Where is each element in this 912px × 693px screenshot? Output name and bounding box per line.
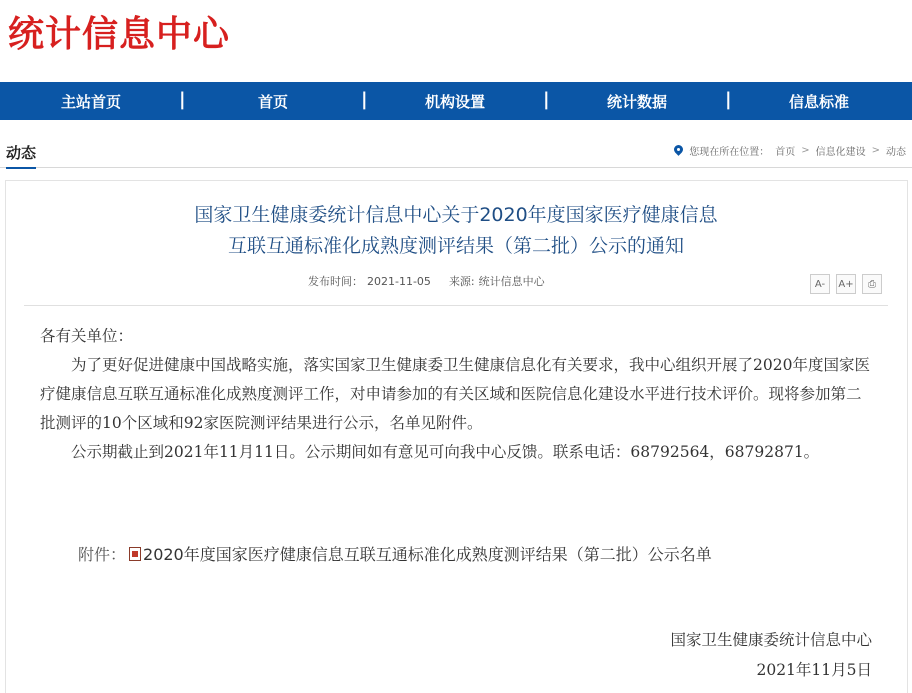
- article-title-line1: 国家卫生健康委统计信息中心关于2020年度国家医疗健康信息: [194, 204, 718, 226]
- article-title-line2: 互联互通标准化成熟度测评结果（第二批）公示的通知: [227, 235, 684, 257]
- breadcrumb-link-home[interactable]: 首页: [775, 147, 796, 158]
- main-nav: 主站首页 | 首页 | 机构设置 | 统计数据 | 信息标准: [0, 82, 912, 120]
- paragraph-1: 为了更好促进健康中国战略实施，落实国家卫生健康委卫生健康信息化有关要求，我中心组织开展了2020年度国家医疗健康信息互联互通标准化成熟度测评工作，对申请参加的有关区域和医院信息化建设水平进行技术评价。现将参加第二批测评的10个区域和92家医院测评结果进行公示，名单见附件。: [40, 356, 870, 432]
- location-pin-icon: [674, 145, 683, 157]
- attachment-label: 附件：: [78, 545, 127, 564]
- breadcrumb-link-informatization[interactable]: 信息化建设: [815, 147, 866, 158]
- breadcrumb-current[interactable]: 动态: [886, 147, 906, 158]
- nav-item-organization[interactable]: 机构设置: [424, 92, 485, 111]
- article-title: [0, 200, 912, 262]
- breadcrumb: [674, 143, 906, 158]
- publish-date: 2021-11-05: [367, 275, 431, 288]
- salutation: 各有关单位：: [40, 327, 134, 345]
- signature-date: 2021年11月5日: [756, 661, 872, 679]
- breadcrumb-arrow: >: [871, 145, 880, 156]
- paragraph-2: 公示期截止到2021年11月11日。公示期间如有意见可向我中心反馈。联系电话：68792564，68792871。: [71, 443, 820, 461]
- signature: [670, 625, 872, 685]
- section-label: 动态: [6, 142, 36, 169]
- font-decrease-button[interactable]: A-: [810, 274, 830, 294]
- source-label: 来源:: [448, 275, 475, 288]
- file-icon: [129, 547, 141, 561]
- publish-label: 发布时间：: [308, 275, 363, 288]
- nav-item-statistics[interactable]: 统计数据: [606, 92, 667, 111]
- font-increase-button[interactable]: A+: [836, 274, 856, 294]
- breadcrumb-arrow: >: [801, 145, 810, 156]
- attachment-link[interactable]: 2020年度国家医疗健康信息互联互通标准化成熟度测评结果（第二批）公示名单: [143, 545, 712, 564]
- nav-item-home[interactable]: 首页: [257, 92, 288, 111]
- signature-org: 国家卫生健康委统计信息中心: [670, 631, 872, 649]
- divider: [24, 305, 888, 306]
- nav-item-main-home[interactable]: 主站首页: [60, 92, 121, 111]
- nav-item-standards[interactable]: 信息标准: [788, 92, 849, 111]
- article-meta: [308, 273, 549, 289]
- attachment: [78, 542, 712, 565]
- source-value: 统计信息中心: [478, 275, 545, 288]
- article-body: [40, 322, 870, 467]
- print-icon[interactable]: ⎙: [862, 274, 882, 294]
- breadcrumb-bar: [0, 138, 912, 168]
- site-title: 统计信息中心: [8, 14, 231, 55]
- breadcrumb-prefix: 您现在所在位置：: [689, 147, 770, 158]
- article-tools: [810, 274, 882, 294]
